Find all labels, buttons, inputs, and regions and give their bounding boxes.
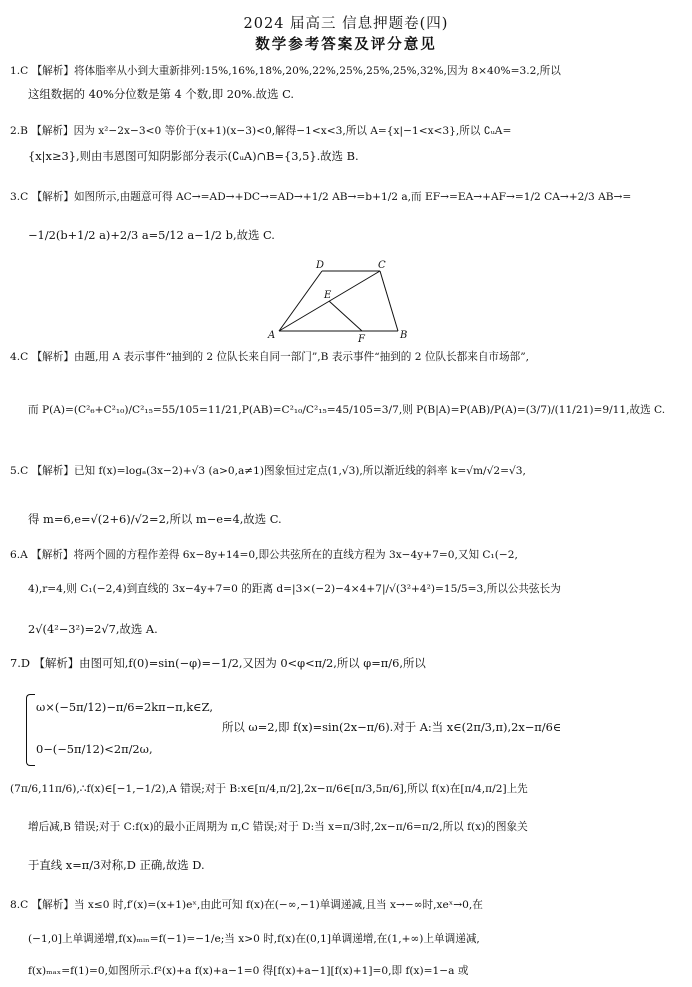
q7-line5: 于直线 x=π/3对称,D 正确,故选 D. xyxy=(28,858,205,872)
q1-line1: 1.C 【解析】将体脂率从小到大重新排列:15%,16%,18%,20%,22%,25%,25%,25%,32%,因为 8×40%=3.2,所以 xyxy=(10,65,561,77)
label-D: D xyxy=(316,260,325,271)
q7-system-eq2: 0−(−5π/12)<2π/2ω, xyxy=(36,742,153,756)
q4-line2: 而 P(A)=(C²₆+C²₁₀)/C²₁₅=55/105=11/21,P(AB)=C²₁₀/C²₁₅=45/105=3/7,则 P(B|A)=P(AB)/P(A)=(3/7)/(11/21)=9/11,故选 C. xyxy=(28,404,666,416)
q8-line2: (−1,0]上单调递增,f(x)ₘᵢₙ=f(−1)=−1/e;当 x>0 时,f(x)在(0,1]单调递增,在(1,+∞)上单调递减, xyxy=(28,933,480,945)
q3-line1: 3.C 【解析】如图所示,由题意可得 AC→=AD→+DC→=AD→+1/2 AB→=b+1/2 a,而 EF→=EA→+AF→=1/2 CA→+2/3 AB→= xyxy=(10,191,632,203)
q7-line2: 所以 ω=2,即 f(x)=sin(2x−π/6).对于 A:当 x∈(2π/3,π),2x−π/6∈ xyxy=(222,720,562,734)
q3-line2: −1/2(b+1/2 a)+2/3 a=5/12 a−1/2 b,故选 C. xyxy=(28,228,275,242)
label-B: B xyxy=(400,330,408,341)
exam-title: 2024 届高三 信息押题卷(四) xyxy=(243,16,449,32)
label-F: F xyxy=(358,334,365,344)
q5-line2: 得 m=6,e=√(2+6)/√2=2,所以 m−e=4,故选 C. xyxy=(28,512,282,526)
answer-key-title: 数学参考答案及评分意见 xyxy=(255,37,437,53)
trapezoid-figure xyxy=(262,258,420,344)
q7-line4: 增后减,B 错误;对于 C:f(x)的最小正周期为 π,C 错误;对于 D:当 x=π/3时,2x−π/6=π/2,所以 f(x)的图象关 xyxy=(28,821,528,833)
q7-line3: (7π/6,11π/6),∴f(x)∈[−1,−1/2),A 错误;对于 B:x∈[π/4,π/2],2x−π/6∈[π/3,5π/6],所以 f(x)在[π/4,π/2]上先 xyxy=(10,783,528,795)
q2-line1: 2.B 【解析】因为 x²−2x−3<0 等价于(x+1)(x−3)<0,解得−1<x<3,所以 A={x|−1<x<3},所以 ∁ᵤA= xyxy=(10,125,512,137)
label-A: A xyxy=(268,330,276,341)
q5-line1: 5.C 【解析】已知 f(x)=logₐ(3x−2)+√3 (a>0,a≠1)图象恒过定点(1,√3),所以渐近线的斜率 k=√m/√2=√3, xyxy=(10,465,526,477)
label-C: C xyxy=(378,260,386,271)
label-E: E xyxy=(324,290,332,301)
q6-line3: 2√(4²−3²)=2√7,故选 A. xyxy=(28,622,158,636)
q6-line1: 6.A 【解析】将两个圆的方程作差得 6x−8y+14=0,即公共弦所在的直线方程为 3x−4y+7=0,又知 C₁(−2, xyxy=(10,549,518,561)
q4-line1: 4.C 【解析】由题,用 A 表示事件“抽到的 2 位队长来自同一部门”,B 表示事件“抽到的 2 位队长都来自市场部”, xyxy=(10,351,529,363)
q8-line1: 8.C 【解析】当 x≤0 时,f′(x)=(x+1)eˣ,由此可知 f(x)在(−∞,−1)单调递减,且当 x→−∞时,xeˣ→0,在 xyxy=(10,899,483,911)
q2-line2: {x|x≥3},则由韦恩图可知阴影部分表示(∁ᵤA)∩B={3,5}.故选 B. xyxy=(28,149,359,163)
q6-line2: 4),r=4,则 C₁(−2,4)到直线的 3x−4y+7=0 的距离 d=|3×(−2)−4×4+7|/√(3²+4²)=15/5=3,所以公共弦长为 xyxy=(28,583,561,595)
q7-system-eq1: ω×(−5π/12)−π/6=2kπ−π,k∈Z, xyxy=(36,700,213,714)
q1-line2: 这组数据的 40%分位数是第 4 个数,即 20%.故选 C. xyxy=(28,87,295,101)
q8-line3: f(x)ₘₐₓ=f(1)=0,如图所示.f²(x)+a f(x)+a−1=0 得[f(x)+a−1][f(x)+1]=0,即 f(x)=1−a 或 xyxy=(28,965,469,977)
q7-line1: 7.D 【解析】由图可知,f(0)=sin(−φ)=−1/2,又因为 0<φ<π/2,所以 φ=π/6,所以 xyxy=(10,656,426,670)
system-brace xyxy=(26,694,35,766)
